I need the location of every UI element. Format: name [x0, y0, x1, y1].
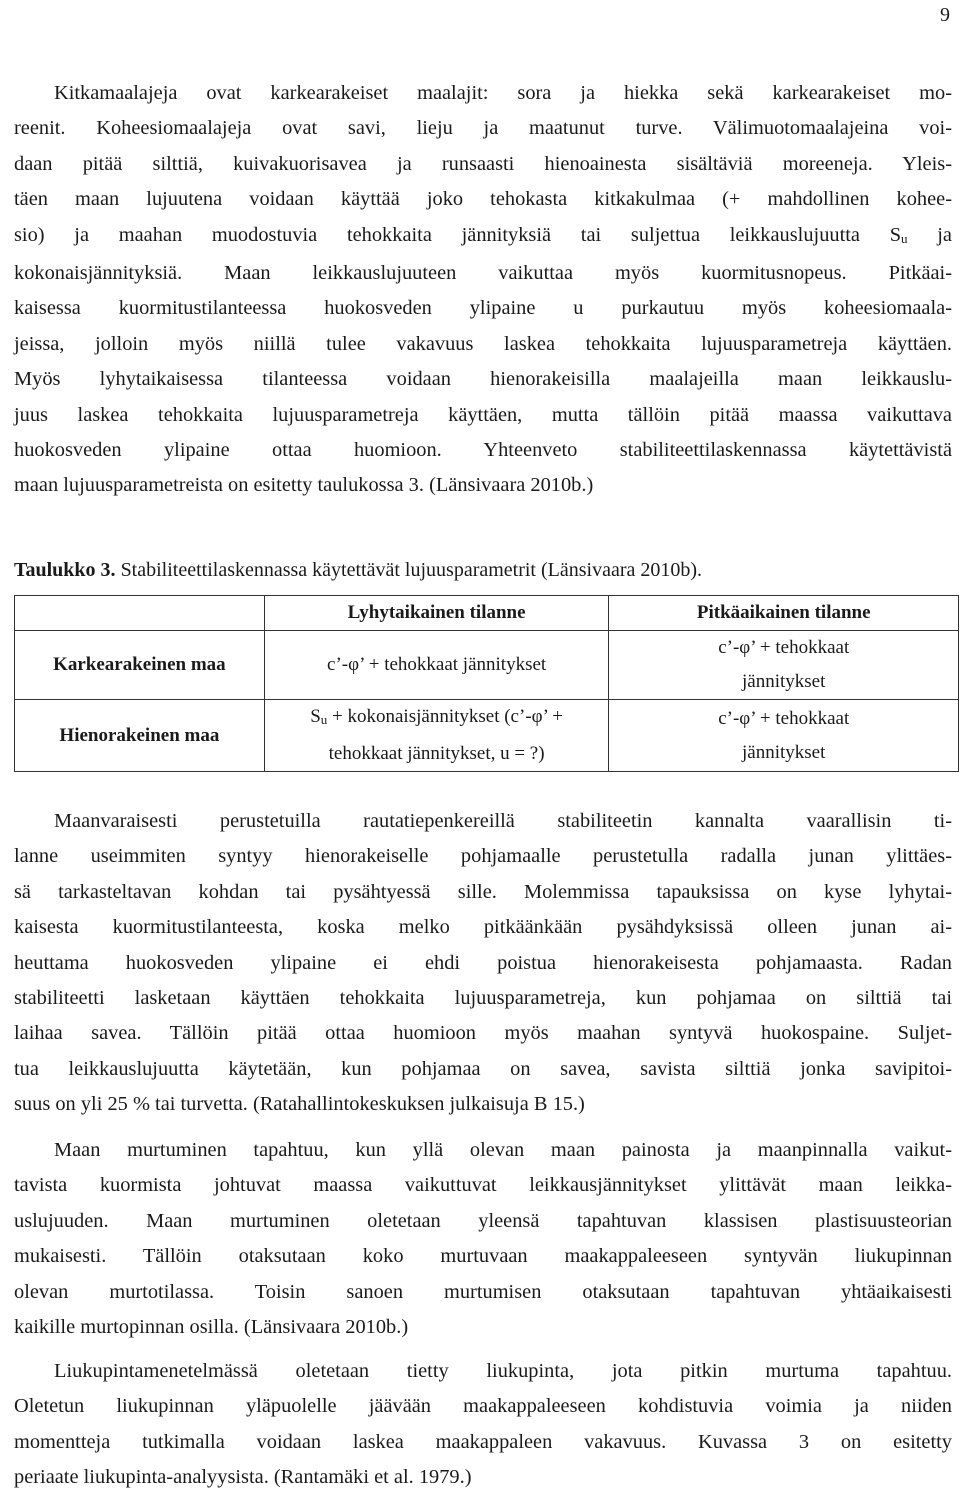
cell-short-term: [264, 631, 609, 700]
text-line: tavista kuormista johtuvat maassa vaikuttuvat leikkausjännitykset ylittävät maan leikka-: [14, 1174, 952, 1197]
table-row: [15, 700, 959, 772]
text-line: reenit. Koheesiomaalajeja ovat savi, lieju ja maatunut turve. Välimuotomaalajeina voi-: [14, 117, 952, 140]
text-line: heuttama huokosveden ylipaine ei ehdi poistua hienorakeisesta pohjamaasta. Radan: [14, 951, 952, 974]
cell-text: + kokonaisjännitykset (c’-φ’ +: [327, 706, 563, 727]
paragraph-slip-surface: [14, 1354, 952, 1496]
cell-text: c’-φ’ + tehokkaat: [718, 707, 850, 729]
table-caption: [14, 555, 702, 585]
text-line: suus on yli 25 % tai turvetta. (Ratahallintokeskuksen julkaisuja B 15.): [14, 1093, 585, 1116]
text-segment: sio) ja maahan muodostuvia tehokkaita jännityksiä tai suljettua leikkauslujuutta S: [14, 223, 902, 246]
text-line: mukaisesti. Tällöin otaksutaan koko murtuvaan maakappaleeseen syntyvän liukupinnan: [14, 1245, 952, 1268]
text-line: sä tarkasteltavan kohdan tai pysähtyessä sille. Molemmissa tapauksissa on kyse lyhytai-: [14, 880, 952, 903]
text-line: lanne useimmiten syntyy hienorakeiselle pohjamaalle perustetulla radalla junan ylittäes-: [14, 845, 952, 868]
paragraph-soil-types: [14, 76, 952, 504]
header-long-term: Pitkäaikainen tilanne: [609, 596, 959, 631]
text-line: kaisesta kuormitustilanteesta, koska melko pitkäänkään pysähdyksissä olleen junan ai-: [14, 916, 952, 939]
caption-label: Taulukko 3.: [14, 559, 116, 581]
text-line: kaisessa kuormitustilanteessa huokosveden ylipaine u purkautuu myös koheesiomaala-: [14, 297, 952, 320]
text-line: tua leikkauslujuutta käytetään, kun pohjamaa on savea, savista silttiä jonka savipitoi-: [14, 1057, 952, 1080]
cell-long-term: [609, 631, 959, 700]
table-header-row: [15, 596, 959, 631]
text-line: stabiliteetti lasketaan käyttäen tehokkaita lujuusparametreja, kun pohjamaa on silttiä tai: [14, 987, 952, 1010]
text-line: huokosveden ylipaine ottaa huomioon. Yhteenveto stabiliteettilaskennassa käytettävistä: [14, 439, 952, 462]
text-line-su: [14, 218, 952, 256]
text-line: kaikille murtopinnan osilla. (Länsivaara 2010b.): [14, 1316, 409, 1339]
row-label: Karkearakeinen maa: [15, 631, 265, 700]
text-segment: ja: [907, 223, 952, 246]
cell-text: c’-φ’ + tehokkaat jännitykset: [327, 654, 547, 675]
cell-text: jännitykset: [742, 741, 826, 763]
header-cell-empty: [15, 596, 265, 631]
paragraph-railway-embankments: [14, 804, 952, 1123]
header-short-term: Lyhytaikainen tilanne: [264, 596, 609, 631]
text-line: jeissa, jolloin myös niillä tulee vakavuus laskea tehokkaita lujuusparametreja käyttäen.: [14, 332, 952, 355]
text-line: juus laskea tehokkaita lujuusparametreja käyttäen, mutta tällöin pitää maassa vaikuttava: [14, 403, 952, 426]
text-line: uslujuuden. Maan murtuminen oletetaan yleensä tapahtuvan klassisen plastisuusteorian: [14, 1209, 952, 1232]
cell-text: jännitykset: [742, 671, 826, 692]
strength-parameters-table: [14, 595, 959, 772]
text-line: Liukupintamenetelmässä oletetaan tietty liukupinta, jota pitkin murtuma tapahtuu.: [54, 1360, 952, 1382]
table-row: [15, 631, 959, 700]
text-line: Maanvaraisesti perustetuilla rautatiepenkereillä stabiliteetin kannalta vaarallisin ti-: [54, 810, 952, 832]
page-number: 9: [940, 4, 950, 26]
text-line: maan lujuusparametreista on esitetty taulukossa 3. (Länsivaara 2010b.): [14, 474, 594, 497]
text-line: täen maan lujuutena voidaan käyttää joko tehokasta kitkakulmaa (+ mahdollinen kohee-: [14, 188, 952, 211]
text-line: momentteja tutkimalla voidaan laskea maakappaleen vakavuus. Kuvassa 3 on esitetty: [14, 1430, 952, 1453]
caption-text: Stabiliteettilaskennassa käytettävät lujuusparametrit (Länsivaara 2010b).: [115, 559, 703, 581]
text-line: olevan murtotilassa. Toisin sanoen murtumisen otaksutaan tapahtuvan yhtäaikaisesti: [14, 1280, 952, 1303]
text-line: Oletetun liukupinnan yläpuolelle jäävään maakappaleeseen kohdistuvia voimia ja niiden: [14, 1395, 952, 1418]
text-line: Maan murtuminen tapahtuu, kun yllä olevan maan painosta ja maanpinnalla vaikut-: [54, 1139, 952, 1161]
text-line: periaate liukupinta-analyysista. (Rantamäki et al. 1979.): [14, 1466, 472, 1489]
text-line: Myös lyhytaikaisessa tilanteessa voidaan hienorakeisilla maalajeilla maan leikkauslu-: [14, 368, 952, 391]
text-line: Kitkamaalajeja ovat karkearakeiset maalajit: sora ja hiekka sekä karkearakeiset mo-: [54, 82, 952, 104]
cell-text: S: [310, 706, 321, 727]
text-line: daan pitää silttiä, kuivakuorisavea ja runsaasti hienoainesta sisältäviä moreeneja. Yleis-: [14, 152, 952, 175]
subscript-u: u: [901, 230, 908, 246]
cell-text: c’-φ’ + tehokkaat: [718, 637, 850, 658]
subscript-u: u: [320, 712, 328, 727]
text-line: laihaa savea. Tällöin pitää ottaa huomioon myös maahan syntyvä huokospaine. Suljet-: [14, 1022, 952, 1045]
cell-text: tehokkaat jännitykset, u = ?): [328, 743, 545, 764]
text-line: kokonaisjännityksiä. Maan leikkauslujuuteen vaikuttaa myös kuormitusnopeus. Pitkäai-: [14, 262, 952, 285]
row-label: Hienorakeinen maa: [15, 700, 265, 772]
cell-short-term: [264, 700, 609, 772]
paragraph-soil-failure: [14, 1133, 952, 1345]
cell-long-term: [609, 700, 959, 772]
